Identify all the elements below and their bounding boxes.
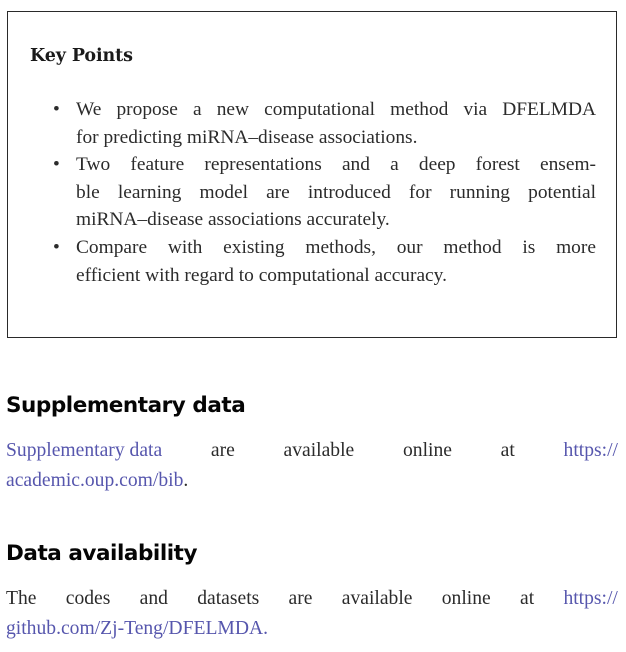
word: are: [266, 181, 290, 203]
word: new: [216, 99, 250, 120]
key-points-box: [7, 11, 617, 338]
key-points-line: miRNA–disease associations accurately.: [76, 209, 390, 231]
bullet-icon: •: [53, 154, 60, 176]
word: at: [520, 588, 535, 609]
key-points-item: [48, 234, 596, 289]
word: datasets: [197, 588, 260, 609]
key-points-item: [48, 96, 596, 151]
data-availability-line-2: [6, 614, 618, 644]
key-points-list: [48, 96, 596, 289]
key-points-item-text: [76, 96, 596, 151]
word: ensem-: [540, 154, 596, 176]
word: at: [500, 440, 515, 461]
word: a: [390, 154, 399, 176]
word: introduced: [307, 181, 391, 203]
word: more: [556, 236, 596, 258]
key-points-line: for predicting miRNA–disease associations.: [76, 126, 418, 148]
word: online: [402, 440, 452, 461]
bullet-icon: •: [53, 236, 60, 258]
word: We: [76, 99, 102, 120]
word: codes: [65, 588, 111, 609]
word: model: [199, 181, 248, 203]
word: DFELMDA: [502, 99, 596, 120]
word: available: [283, 440, 355, 461]
key-points-item: [48, 151, 596, 234]
supplementary-url-link-part2[interactable]: academic.oup.com/bib: [6, 470, 184, 491]
supplementary-data-heading: Supplementary data: [6, 393, 246, 418]
word: Two: [76, 154, 111, 176]
word: propose: [116, 99, 178, 120]
key-points-item-text: [76, 234, 596, 289]
supplementary-data-link[interactable]: Supplementary data: [6, 440, 163, 461]
sentence-period: .: [183, 470, 189, 491]
word: methods,: [305, 236, 376, 258]
word: via: [463, 99, 488, 120]
word: existing: [223, 236, 285, 258]
key-points-item-text: [76, 151, 596, 234]
bullet-icon: •: [53, 99, 60, 120]
supplementary-url-link-part1[interactable]: https://: [563, 440, 618, 461]
word: with: [167, 236, 203, 258]
word: forest: [475, 154, 520, 176]
word: running: [449, 181, 510, 203]
word: learning: [117, 181, 182, 203]
data-availability-heading: Data availability: [6, 541, 198, 566]
key-points-line: [76, 234, 596, 262]
word: are: [288, 588, 313, 609]
word: potential: [528, 181, 596, 203]
word: computational: [264, 99, 376, 120]
key-points-line: [76, 96, 596, 124]
data-availability-line-1: [6, 584, 618, 614]
word: ble: [76, 181, 100, 203]
word: for: [408, 181, 432, 203]
data-availability-url-link-part1[interactable]: https://: [563, 588, 618, 609]
supplementary-data-body: [6, 436, 618, 496]
word: The: [6, 588, 37, 609]
data-availability-body: [6, 584, 618, 644]
supplementary-line-2: [6, 466, 618, 496]
word: deep: [418, 154, 456, 176]
word: Compare: [76, 236, 148, 258]
data-availability-url-link-part2[interactable]: github.com/Zj-Teng/DFELMDA.: [6, 618, 269, 639]
word: method: [443, 236, 502, 258]
word: and: [341, 154, 370, 176]
word: available: [341, 588, 413, 609]
key-points-line: [76, 179, 596, 207]
key-points-title: Key Points: [30, 46, 133, 66]
word: are: [210, 440, 235, 461]
word: is: [522, 236, 536, 258]
key-points-line: [76, 151, 596, 179]
word: a: [192, 99, 202, 120]
key-points-line: efficient with regard to computational accuracy.: [76, 264, 447, 286]
word: our: [396, 236, 423, 258]
word: online: [441, 588, 491, 609]
word: representations: [204, 154, 322, 176]
word: and: [139, 588, 168, 609]
word: method: [390, 99, 449, 120]
supplementary-line-1: [6, 436, 618, 466]
word: feature: [130, 154, 185, 176]
